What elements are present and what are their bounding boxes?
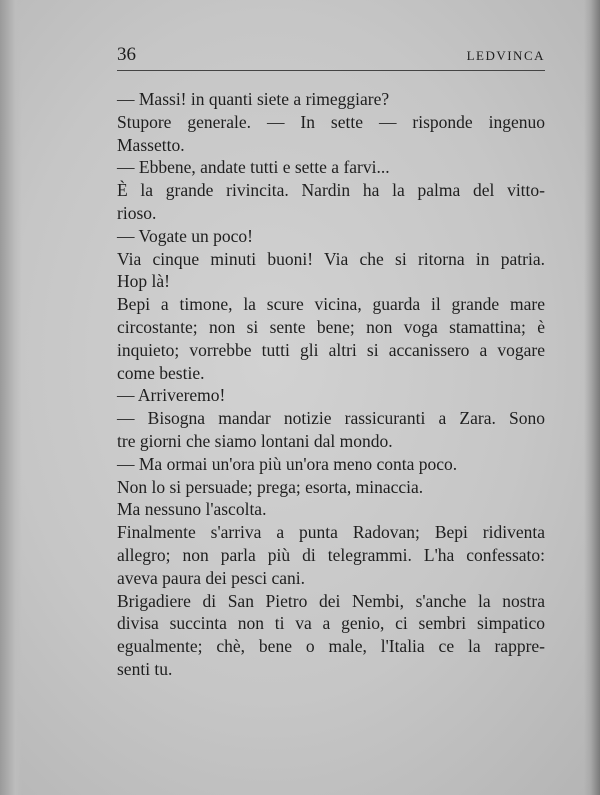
text-line: divisa succinta non ti va a genio, ci sembri simpatico bbox=[117, 613, 545, 634]
text-line: Ma nessuno l'ascolta. bbox=[117, 499, 267, 520]
text-line: — Bisogna mandar notizie rassicuranti a Zara. Sono bbox=[117, 408, 545, 429]
text-line: Stupore generale. — In sette — risponde ingenuo bbox=[117, 111, 545, 132]
text-line: Massetto. bbox=[117, 134, 185, 155]
text-line: rioso. bbox=[117, 202, 157, 223]
page-header bbox=[117, 44, 545, 68]
page-number: 36 bbox=[117, 44, 136, 65]
text-line: aveva paura dei pesci cani. bbox=[117, 567, 306, 588]
text-line: Hop là! bbox=[117, 271, 170, 292]
text-line: — Vogate un poco! bbox=[117, 225, 253, 246]
page-edge-shadow bbox=[584, 0, 600, 795]
header-rule bbox=[117, 70, 545, 71]
page-gutter-shadow bbox=[0, 0, 22, 795]
text-line: Finalmente s'arriva a punta Radovan; Bepi ridiventa bbox=[117, 522, 545, 543]
text-line: Brigadiere di San Pietro dei Nembi, s'anche la nostra bbox=[117, 590, 545, 611]
text-line: senti tu. bbox=[117, 658, 173, 679]
body-text bbox=[117, 88, 545, 681]
text-line: Bepi a timone, la scure vicina, guarda il grande mare bbox=[117, 294, 545, 315]
text-line: Non lo si persuade; prega; esorta, minaccia. bbox=[117, 476, 424, 497]
text-line: come bestie. bbox=[117, 362, 205, 383]
text-line: allegro; non parla più di telegrammi. L'ha confessato: bbox=[117, 544, 545, 565]
text-line: egualmente; chè, bene o male, l'Italia ce la rappre- bbox=[117, 636, 545, 657]
text-line: inquieto; vorrebbe tutti gli altri si accanissero a vogare bbox=[117, 339, 545, 360]
text-line: tre giorni che siamo lontani dal mondo. bbox=[117, 430, 393, 451]
text-line: — Arriveremo! bbox=[117, 385, 226, 406]
text-line: Via cinque minuti buoni! Via che si ritorna in patria. bbox=[117, 248, 545, 269]
running-head: LEDVINCA bbox=[466, 48, 545, 63]
text-line: È la grande rivincita. Nardin ha la palma del vitto- bbox=[117, 180, 545, 201]
text-line: circostante; non si sente bene; non voga stamattina; è bbox=[117, 316, 545, 337]
text-line: — Ma ormai un'ora più un'ora meno conta poco. bbox=[117, 453, 458, 474]
text-line: — Ebbene, andate tutti e sette a farvi... bbox=[117, 157, 390, 178]
text-line: — Massi! in quanti siete a rimeggiare? bbox=[117, 89, 390, 109]
